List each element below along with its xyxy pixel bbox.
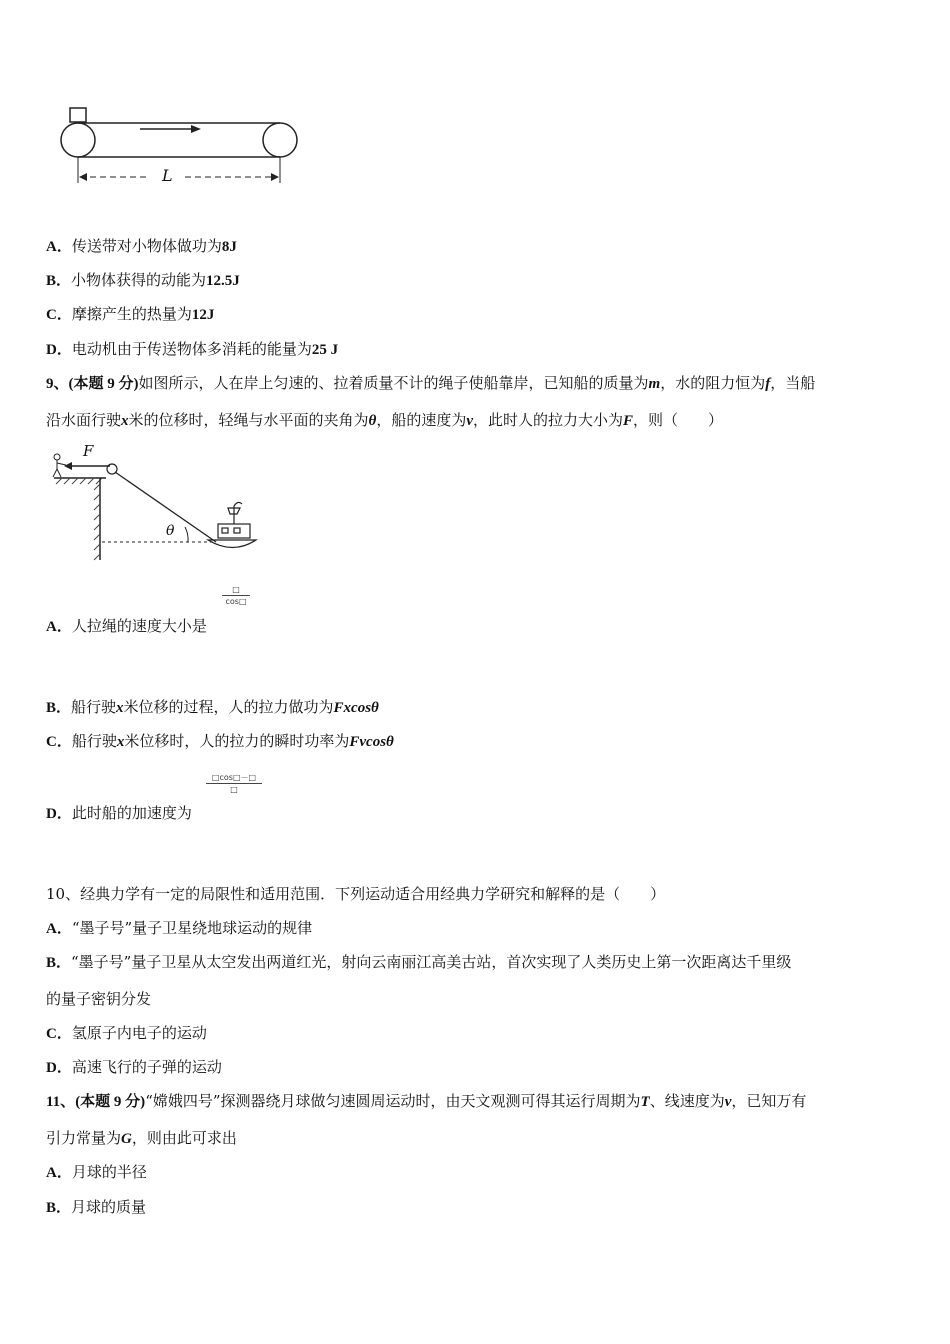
q8-option-d: D．电动机由于传送物体多消耗的能量为25 J	[46, 340, 339, 358]
q10-option-a: A．“墨子号”量子卫星绕地球运动的规律	[46, 919, 313, 937]
q10-option-c: C．氢原子内电子的运动	[46, 1024, 207, 1042]
q11-stem-line2: 引力常量为G，则由此可求出	[46, 1129, 237, 1147]
conveyor-belt-figure	[55, 105, 305, 190]
right-pulley	[263, 123, 297, 157]
length-label: L	[162, 166, 173, 185]
force-label: F	[83, 442, 94, 460]
q9-option-d: D．此时船的加速度为	[46, 804, 192, 822]
q8-option-b: B．小物体获得的动能为12.5J	[46, 271, 240, 289]
q9-option-d-fraction: □cos□－□ □	[206, 773, 262, 794]
left-pulley	[61, 123, 95, 157]
angle-label: θ	[166, 523, 175, 539]
q10-option-b-line2: 的量子密钥分发	[46, 990, 152, 1008]
q9-option-a-fraction: □ cos□	[222, 585, 250, 606]
q11-stem-line1: 11、(本题 9 分)“嫦娥四号”探测器绕月球做匀速圆周运动时，由天文观测可得其运行周期为T、线速度为v，已知万有	[46, 1092, 807, 1110]
q10-option-d: D．高速飞行的子弹的运动	[46, 1058, 222, 1076]
small-block	[70, 108, 86, 122]
q9-option-b: B．船行驶x米位移的过程，人的拉力做功为Fxcosθ	[46, 698, 379, 716]
q10-stem: 10、经典力学有一定的局限性和适用范围．下列运动适合用经典力学研究和解释的是（ ）	[46, 885, 666, 903]
q9-option-c: C．船行驶x米位移时，人的拉力的瞬时功率为Fvcosθ	[46, 732, 394, 750]
q8-option-a: A．传送带对小物体做功为8J	[46, 237, 237, 255]
boat-rope-figure	[48, 442, 278, 567]
person-icon	[53, 454, 66, 477]
q9-stem-line2: 沿水面行驶x米的位移时，轻绳与水平面的夹角为θ，船的速度为v，此时人的拉力大小为F，则（ ）	[46, 411, 724, 429]
q9-option-a: A．人拉绳的速度大小是	[46, 617, 207, 635]
q11-option-a: A．月球的半径	[46, 1163, 147, 1181]
q9-stem-line1: 9、(本题 9 分)如图所示，人在岸上匀速的、拉着质量不计的绳子使船靠岸，已知船的质量为m，水的阻力恒为f，当船	[46, 374, 816, 392]
q8-option-c: C．摩擦产生的热量为12J	[46, 305, 215, 323]
q11-option-b: B．月球的质量	[46, 1198, 147, 1216]
q10-option-b-line1: B．“墨子号”量子卫星从太空发出两道红光，射向云南丽江高美古站，首次实现了人类历史上第一次距离达千里级	[46, 953, 792, 971]
